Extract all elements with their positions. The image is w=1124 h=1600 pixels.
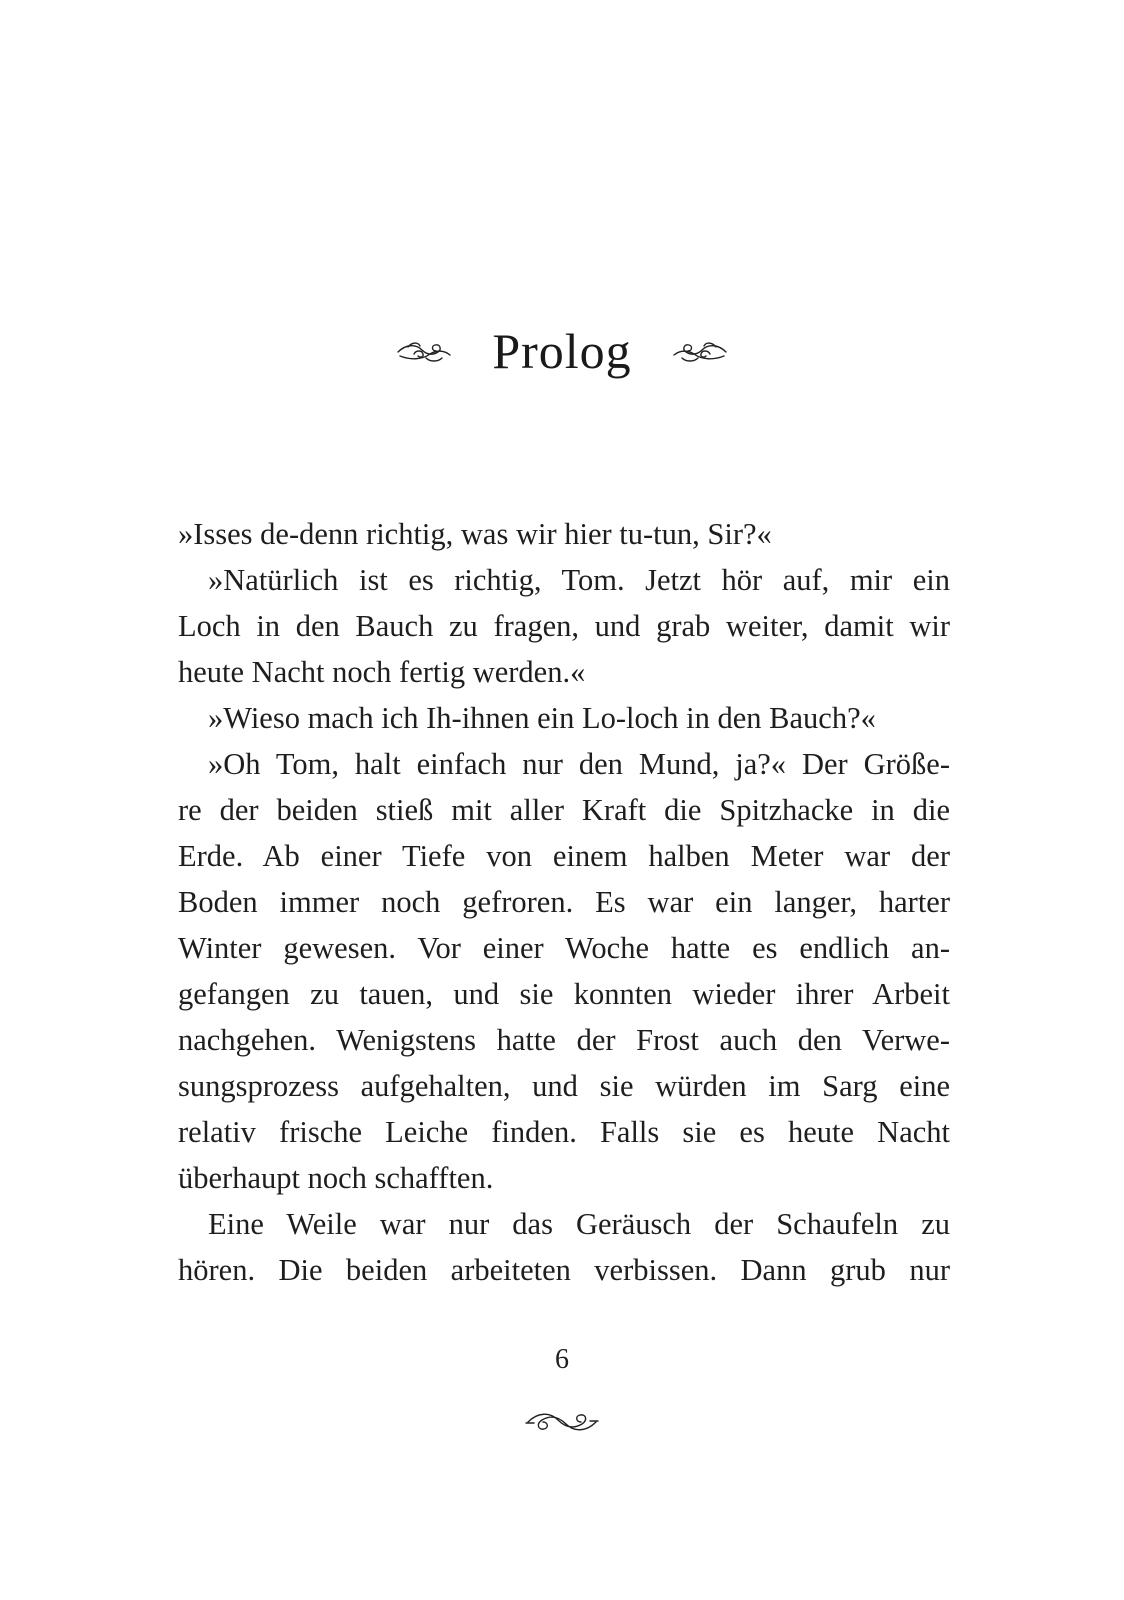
- flourish-right-icon: [672, 336, 728, 366]
- text-line: gefangen zu tauen, und sie konnten wieder ihrer Arbeit: [178, 977, 950, 1011]
- text-line: nachgehen. Wenigstens hatte der Frost auch den Verwe-: [178, 1023, 950, 1057]
- text-line: »Natürlich ist es richtig, Tom. Jetzt hör auf, mir ein: [208, 563, 950, 597]
- text-line: re der beiden stieß mit aller Kraft die Spitzhacke in die: [178, 793, 950, 827]
- text-line: relativ frische Leiche finden. Falls sie es heute Nacht: [178, 1115, 950, 1149]
- flourish-left-icon: [396, 336, 452, 366]
- text-line: Loch in den Bauch zu fragen, und grab weiter, damit wir: [178, 609, 950, 643]
- text-line: heute Nacht noch fertig werden.«: [178, 655, 586, 689]
- text-line: sungsprozess aufgehalten, und sie würden im Sarg eine: [178, 1069, 950, 1103]
- text-line: hören. Die beiden arbeiteten verbissen. Dann grub nur: [178, 1253, 950, 1287]
- flourish-footer-icon: [524, 1407, 600, 1437]
- page-number: 6: [555, 1344, 569, 1375]
- text-line: »Oh Tom, halt einfach nur den Mund, ja?« Der Größe-: [208, 747, 950, 781]
- text-line: Boden immer noch gefroren. Es war ein langer, harter: [178, 885, 950, 919]
- chapter-title: Prolog: [492, 323, 632, 379]
- body-text: [178, 511, 950, 1293]
- text-line: »Wieso mach ich Ih-ihnen ein Lo-loch in den Bauch?«: [208, 701, 876, 735]
- text-line: Winter gewesen. Vor einer Woche hatte es endlich an-: [178, 931, 950, 965]
- chapter-heading: [0, 318, 1124, 384]
- text-line: »Isses de-denn richtig, was wir hier tu-tun, Sir?«: [178, 517, 772, 551]
- text-line: überhaupt noch schafften.: [178, 1161, 494, 1195]
- text-line: Eine Weile war nur das Geräusch der Schaufeln zu: [208, 1207, 950, 1241]
- text-line: Erde. Ab einer Tiefe von einem halben Meter war der: [178, 839, 950, 873]
